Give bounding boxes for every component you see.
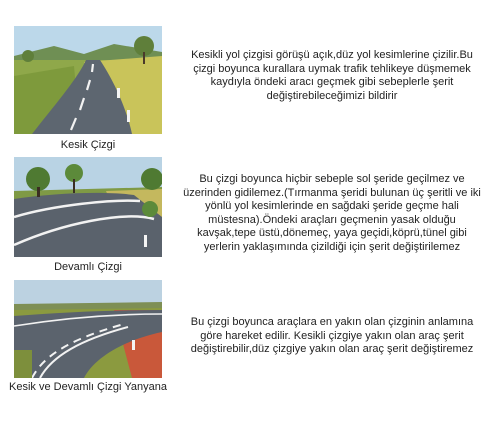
- description-broken-line: Kesikli yol çizgisi görüşü açık,düz yol kesimlerine çizilir.Bu çizgi boyunca kurallara uymak trafik tehlikeye düşmemek kaydıyla öndeki aracı geçmek gibi sebeplerle şerit değiştirebileceğimizi bildirir: [191, 49, 473, 102]
- broken-and-solid-line-road-image: [14, 280, 162, 378]
- broken-line-road-image: [14, 26, 162, 134]
- caption-broken-and-solid-line: Kesik ve Devamlı Çizgi Yanyana: [9, 381, 167, 393]
- description-solid-line: Bu çizgi boyunca hiçbir sebeple sol şeride geçilmez ve üzerinden gidilemez.(Tırmanma şeridi bulunan üç şeritli ve iki yönlü yol kesimlerinde en sağdaki şeride geçme hali müstesna).Öndeki araçları geçmenin yasak olduğu kavşak,tepe üstü,dönemeç, yaya geçidi,köprü,tünel gibi yerlerin yaklaşımında çizildiği için şerit değiştirilemez: [183, 173, 481, 253]
- solid-line-road-image: [14, 157, 162, 257]
- section-broken-and-solid-line: [0, 275, 492, 442]
- caption-broken-line: Kesik Çizgi: [60, 139, 116, 151]
- section-broken-line: [0, 0, 492, 150]
- caption-solid-line: Devamlı Çizgi: [54, 261, 122, 273]
- section-solid-line: [0, 150, 492, 275]
- description-broken-and-solid-line: Bu çizgi boyunca araçlara en yakın olan çizginin anlamına göre hareket edilir. Kesikli çizgiye yakın olan araç şerit değiştirebilir,düz çizgiye yakın olan araç şerit değiştiremez: [190, 316, 474, 355]
